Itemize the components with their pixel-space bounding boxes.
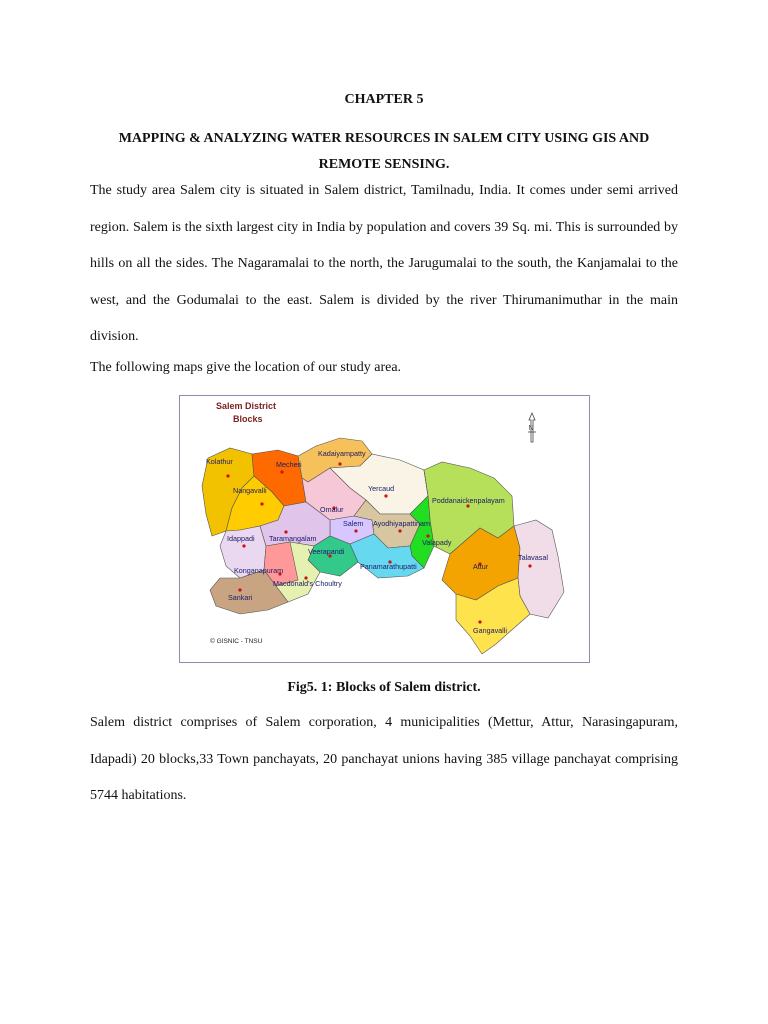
map-location-dot	[338, 462, 341, 465]
block-label-kadaiyampatty: Kadaiyampatty	[318, 449, 366, 458]
block-label-mecheri: Mecheri	[276, 460, 302, 469]
block-label-macdonalds-choultry: Macdonald's Choultry	[273, 579, 342, 588]
map-location-dot	[242, 544, 245, 547]
block-label-yercaud: Yercaud	[368, 484, 395, 493]
map-location-dot	[280, 470, 283, 473]
block-label-kolathur: Kolathur	[206, 457, 233, 466]
map-location-dot	[260, 502, 263, 505]
chapter-heading: CHAPTER 5	[344, 92, 424, 107]
north-arrow-icon	[528, 413, 536, 442]
block-label-poddanaickenpalayam: Poddanaickenpalayam	[432, 496, 505, 505]
salem-district-map	[179, 395, 590, 663]
map-graphic	[180, 396, 589, 662]
block-label-panamarathupatti: Panamarathupatti	[360, 562, 417, 571]
block-label-veerapandi: Veerapandi	[308, 547, 345, 556]
map-location-dot	[528, 564, 531, 567]
map-location-dot	[238, 588, 241, 591]
maps-intro-paragraph: The following maps give the location of our study area.	[90, 360, 402, 375]
district-summary-paragraph: Salem district comprises of Salem corporation, 4 municipalities (Mettur, Attur, Narasingapuram, Idapadi) 20 blocks,33 Town panchayats, 20 panchayat unions having 385 village panchayat comprising 5744 habitations.	[90, 715, 678, 803]
block-label-salem: Salem	[343, 519, 364, 528]
block-label-nangavalli: Nangavalli	[233, 486, 267, 495]
block-label-konganapuram: Konganapuram	[234, 566, 284, 575]
map-location-dot	[478, 620, 481, 623]
north-letter: N	[528, 425, 534, 432]
block-label-talavasal: Talavasal	[518, 553, 548, 562]
block-label-idappadi: Idappadi	[227, 534, 255, 543]
block-label-sankari: Sankari	[228, 593, 253, 602]
chapter-title: MAPPING & ANALYZING WATER RESOURCES IN SALEM CITY USING GIS AND REMOTE SENSING.	[118, 131, 650, 172]
map-title-line2: Blocks	[233, 414, 263, 424]
map-credit: © GISNIC - TNSU	[210, 638, 263, 645]
block-label-gangavalli: Gangavalli	[473, 626, 507, 635]
block-label-attur: Attur	[473, 562, 489, 571]
map-title-line1: Salem District	[216, 401, 277, 411]
map-location-dot	[354, 529, 357, 532]
figure-caption: Fig5. 1: Blocks of Salem district.	[287, 680, 481, 695]
map-location-dot	[226, 474, 229, 477]
block-label-ayodhiyapattinam: Ayodhiyapattinam	[373, 519, 431, 528]
map-location-dot	[398, 529, 401, 532]
block-label-valapady: Valapady	[422, 538, 452, 547]
intro-paragraph: The study area Salem city is situated in Salem district, Tamilnadu, India. It comes under semi arrived region. Salem is the sixth largest city in India by population and covers 39 Sq. mi. This is surrounded by hills on all the sides. The Nagaramalai to the north, the Jarugumalai to the south, the Kanjamalai to the west, and the Godumalai to the east. Salem is divided by the river Thirumanimuthar in the main division.	[90, 183, 678, 344]
map-location-dot	[384, 494, 387, 497]
block-label-taramangalam: Taramangalam	[269, 534, 317, 543]
block-label-omalur: Omalur	[320, 505, 344, 514]
